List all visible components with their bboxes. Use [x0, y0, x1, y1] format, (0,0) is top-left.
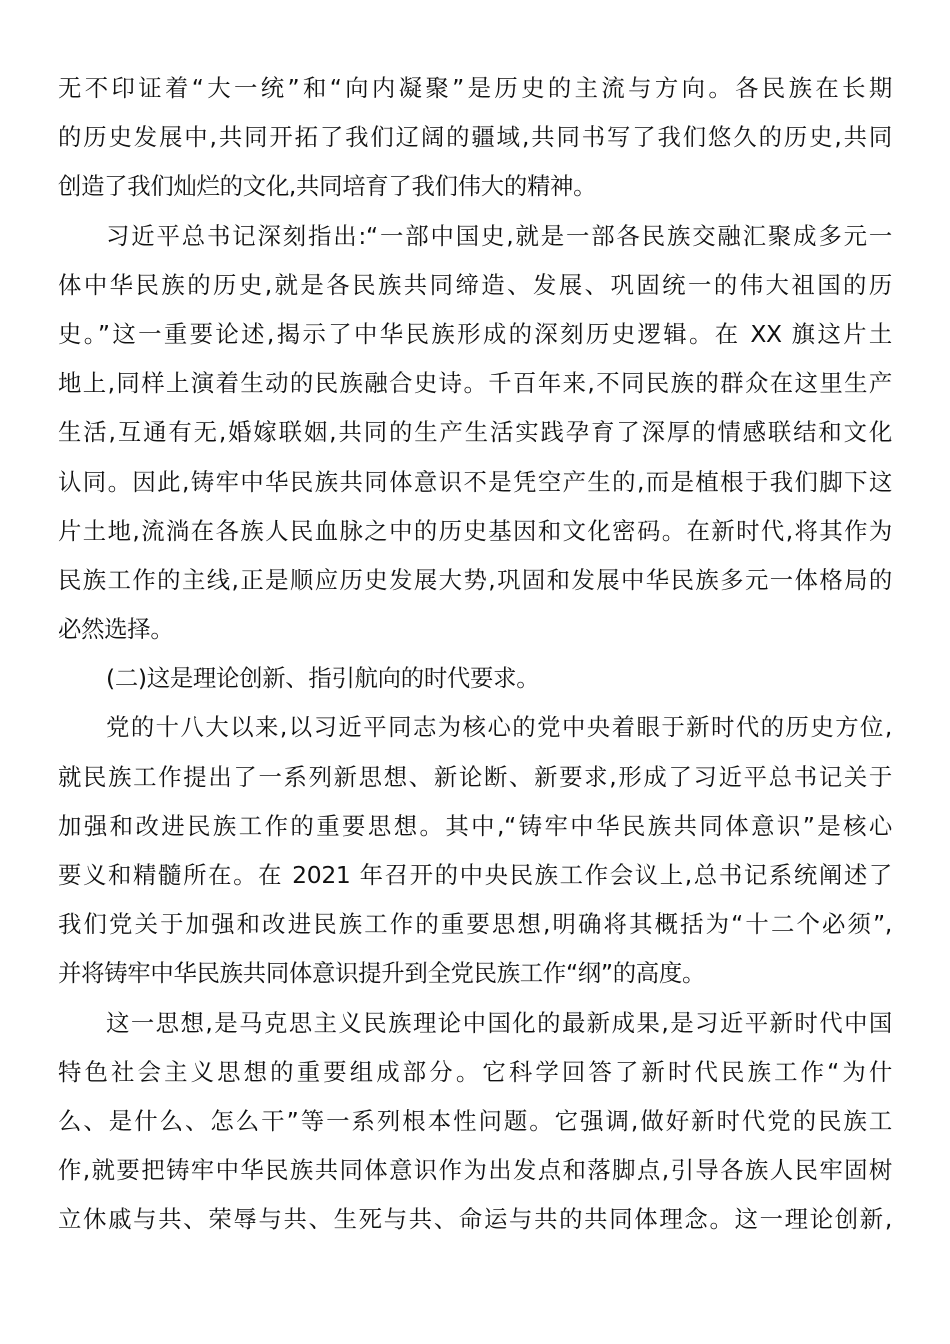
- text-line: 就民族工作提出了一系列新思想、新论断、新要求,形成了习近平总书记关于: [58, 762, 892, 791]
- section-heading-theoretical-innovation: [58, 654, 892, 703]
- paragraph-xi-quote: [58, 212, 892, 655]
- text-line: 要义和精髓所在。在 2021 年召开的中央民族工作会议上,总书记系统阐述了: [58, 861, 892, 889]
- text-line: 无不印证着“大一统”和“向内凝聚”是历史的主流与方向。各民族在长期: [58, 74, 892, 102]
- paragraph-eighteenth-congress: [58, 703, 892, 998]
- text-line: 体中华民族的历史,就是各民族共同缔造、发展、巩固统一的伟大祖国的历: [58, 270, 892, 299]
- text-line: 习近平总书记深刻指出:“一部中国史,就是一部各民族交融汇聚成多元一: [106, 221, 892, 250]
- text-line: 特色社会主义思想的重要组成部分。它科学回答了新时代民族工作“为什: [58, 1057, 892, 1086]
- paragraph-historical-unity: [58, 64, 892, 212]
- document-page: [58, 64, 892, 1245]
- text-line: 加强和改进民族工作的重要思想。其中,“铸牢中华民族共同体意识”是核心: [58, 811, 892, 840]
- text-line: 么、是什么、怎么干”等一系列根本性问题。它强调,做好新时代党的民族工: [58, 1106, 892, 1135]
- section-heading: (二)这是理论创新、指引航向的时代要求。: [106, 664, 540, 693]
- text-line: 史。”这一重要论述,揭示了中华民族形成的深刻历史逻辑。在 XX 旗这片土: [58, 319, 892, 348]
- text-line: 立休戚与共、荣辱与共、生死与共、命运与共的共同体理念。这一理论创新,: [58, 1205, 892, 1234]
- text-line: 这一思想,是马克思主义民族理论中国化的最新成果,是习近平新时代中国: [106, 1008, 892, 1037]
- text-line: 党的十八大以来,以习近平同志为核心的党中央着眼于新时代的历史方位,: [106, 713, 892, 742]
- text-line: 地上,同样上演着生动的民族融合史诗。千百年来,不同民族的群众在这里生产: [58, 369, 892, 398]
- text-line: 必然选择。: [58, 615, 174, 644]
- text-line: 我们党关于加强和改进民族工作的重要思想,明确将其概括为“十二个必须”,: [58, 910, 892, 939]
- text-line: 片土地,流淌在各族人民血脉之中的历史基因和文化密码。在新时代,将其作为: [58, 516, 892, 545]
- text-line: 的历史发展中,共同开拓了我们辽阔的疆域,共同书写了我们悠久的历史,共同: [58, 123, 892, 152]
- text-line: 生活,互通有无,婚嫁联姻,共同的生产生活实践孕育了深厚的情感联结和文化: [58, 418, 892, 447]
- text-line: 作,就要把铸牢中华民族共同体意识作为出发点和落脚点,引导各族人民牢固树: [58, 1156, 892, 1185]
- text-line: 创造了我们灿烂的文化,共同培育了我们伟大的精神。: [58, 172, 597, 201]
- text-line: 民族工作的主线,正是顺应历史发展大势,巩固和发展中华民族多元一体格局的: [58, 565, 892, 594]
- text-line: 认同。因此,铸牢中华民族共同体意识不是凭空产生的,而是植根于我们脚下这: [58, 467, 892, 496]
- text-line: 并将铸牢中华民族共同体意识提升到全党民族工作“纲”的高度。: [58, 959, 706, 988]
- paragraph-marxist-theory: [58, 999, 892, 1245]
